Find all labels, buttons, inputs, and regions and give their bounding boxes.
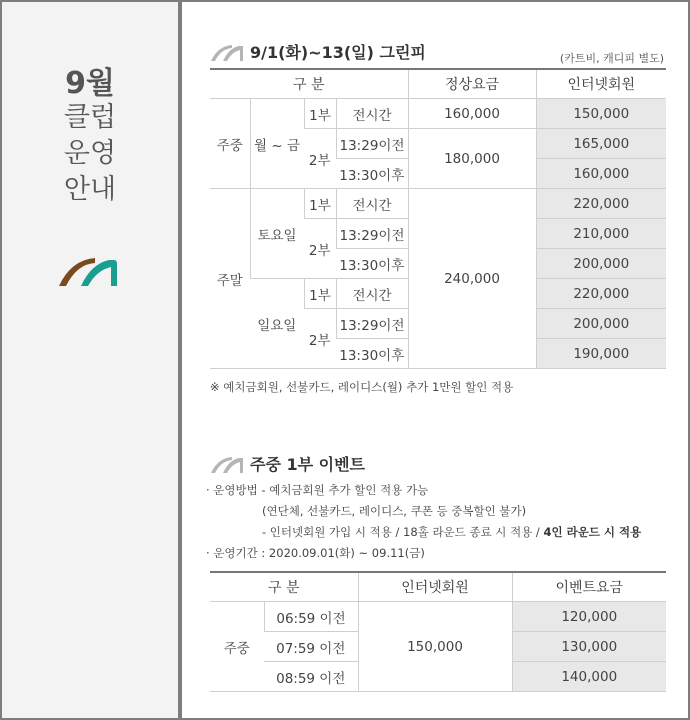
event-fee: 120,000 <box>512 602 666 632</box>
main-content <box>182 2 688 718</box>
section-mark-icon <box>210 454 244 474</box>
internet-fee: 200,000 <box>536 249 666 279</box>
header-category: 구 분 <box>210 572 358 602</box>
regular-fee: 240,000 <box>408 189 536 369</box>
time-label: 07:59 이전 <box>264 632 358 662</box>
header-internet-member: 인터넷회원 <box>536 69 666 99</box>
sunday-label: 일요일 <box>250 279 304 369</box>
weekday-days: 월 ~ 금 <box>250 99 304 189</box>
event-fee: 140,000 <box>512 662 666 692</box>
event-fee: 130,000 <box>512 632 666 662</box>
weekend-label: 주말 <box>210 189 250 369</box>
table-header-row <box>210 69 666 99</box>
sidebar-line-guide: 안내 <box>63 174 117 205</box>
event-info <box>206 480 641 564</box>
club-logo-icon <box>57 254 119 288</box>
part-label: 2부 <box>304 129 336 189</box>
saturday-label: 토요일 <box>250 189 304 279</box>
weekday-label: 주중 <box>210 99 250 189</box>
time-label: 13:30이후 <box>336 159 408 189</box>
sidebar-line-operation: 운영 <box>63 138 117 169</box>
internet-fee: 200,000 <box>536 309 666 339</box>
table-header-row <box>210 572 666 602</box>
time-label: 전시간 <box>336 99 408 129</box>
regular-fee: 160,000 <box>408 99 536 129</box>
section-mark-icon <box>210 42 244 62</box>
sidebar <box>2 2 182 718</box>
internet-fee: 220,000 <box>536 189 666 219</box>
section2-title: 주중 1부 이벤트 <box>250 455 366 474</box>
part-label: 1부 <box>304 189 336 219</box>
fee-exclusion-note: (카트비, 캐디피 별도) <box>559 52 664 65</box>
table-row <box>210 189 666 219</box>
section2-header <box>210 452 365 475</box>
method-text: - 인터넷회원 가입 시 적용 / 18홀 라운드 종료 시 적용 / <box>262 525 544 539</box>
header-internet-member: 인터넷회원 <box>358 572 512 602</box>
section1-header <box>210 40 426 63</box>
method-line: · 운영방법 - 예치금회원 추가 할인 적용 가능 <box>206 483 429 497</box>
time-label: 13:30이후 <box>336 339 408 369</box>
table-row <box>210 99 666 129</box>
time-label: 13:29이전 <box>336 219 408 249</box>
internet-fee: 150,000 <box>358 602 512 692</box>
green-fee-table <box>210 68 666 369</box>
method-line: (연단체, 선불카드, 레이디스, 쿠폰 등 중복할인 불가) <box>262 504 527 518</box>
time-label: 08:59 이전 <box>264 662 358 692</box>
weekday-label: 주중 <box>210 602 264 692</box>
time-label: 13:29이전 <box>336 309 408 339</box>
time-label: 전시간 <box>336 279 408 309</box>
part-label: 2부 <box>304 309 336 369</box>
internet-fee: 150,000 <box>536 99 666 129</box>
header-regular-fee: 정상요금 <box>408 69 536 99</box>
period-line: · 운영기간 : 2020.09.01(화) ~ 09.11(금) <box>206 546 425 560</box>
month-title: 9월 <box>65 66 115 101</box>
section1-title: 9/1(화)~13(일) 그린피 <box>250 43 426 62</box>
time-label: 13:29이전 <box>336 129 408 159</box>
internet-fee: 160,000 <box>536 159 666 189</box>
sidebar-line-club: 클럽 <box>63 102 117 133</box>
event-fee-table <box>210 571 666 692</box>
time-label: 13:30이후 <box>336 249 408 279</box>
sidebar-lines <box>2 100 178 208</box>
method-line <box>206 522 641 543</box>
time-label: 06:59 이전 <box>264 602 358 632</box>
internet-fee: 210,000 <box>536 219 666 249</box>
part-label: 2부 <box>304 219 336 279</box>
table-row <box>210 602 666 632</box>
part-label: 1부 <box>304 279 336 309</box>
header-event-fee: 이벤트요금 <box>512 572 666 602</box>
part-label: 1부 <box>304 99 336 129</box>
regular-fee: 180,000 <box>408 129 536 189</box>
header-category: 구 분 <box>210 69 408 99</box>
discount-footnote: ※ 예치금회원, 선불카드, 레이디스(월) 추가 1만원 할인 적용 <box>210 380 514 394</box>
internet-fee: 190,000 <box>536 339 666 369</box>
internet-fee: 220,000 <box>536 279 666 309</box>
method-bold-text: 4인 라운드 시 적용 <box>543 525 642 539</box>
internet-fee: 165,000 <box>536 129 666 159</box>
time-label: 전시간 <box>336 189 408 219</box>
